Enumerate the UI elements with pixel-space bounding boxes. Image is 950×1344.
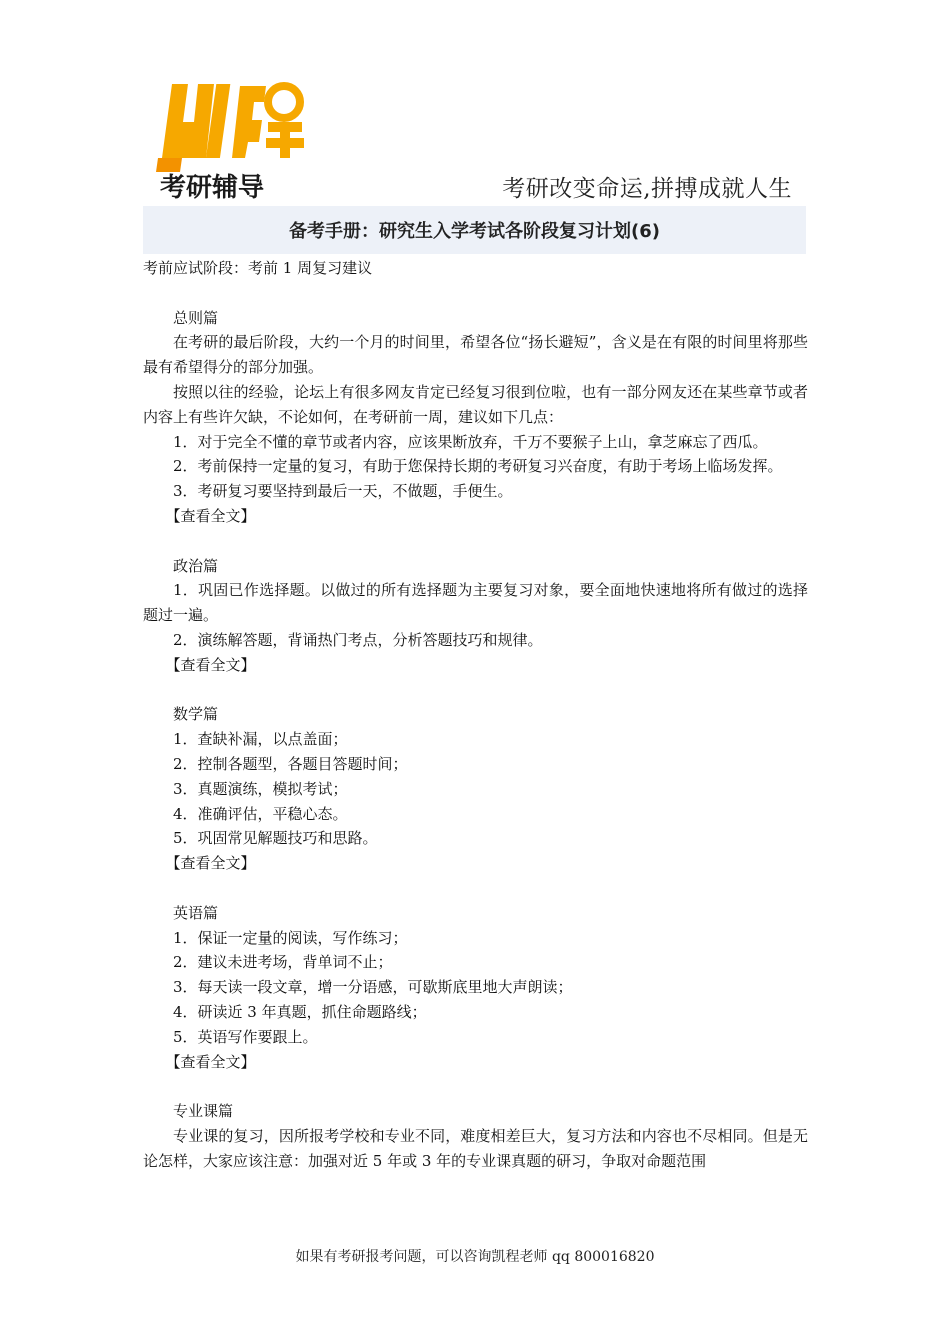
document-title [143,206,806,254]
major-paragraph-1: 专业课的复习，因所报考学校和专业不同，难度相差巨大，复习方法和内容也不尽相同。但是无论怎样，大家应该注意：加强对近 5 年或 3 年的专业课真题的研习，争取对命题范围 [143,1126,808,1170]
section-heading-politics: 政治篇 [173,556,219,575]
section-heading-english: 英语篇 [173,903,219,922]
politics-paragraph-1: 1．巩固已作选择题。以做过的所有选择题为主要复习对象，要全面地快速地将所有做过的选择题过一遍。 [143,581,808,625]
english-list-item: 4．研读近 3 年真题，抓住命题路线； [173,1002,427,1021]
section-heading-general: 总则篇 [173,308,219,327]
section-heading-math: 数学篇 [173,705,219,724]
english-list-item: 5．英语写作要跟上。 [173,1027,318,1046]
general-paragraph-3: 1．对于完全不懂的章节或者内容，应该果断放弃，千万不要猴子上山，拿芝麻忘了西瓜。 [173,432,768,451]
page-footer: 如果有考研报考问题，可以咨询凯程老师 qq 800016820 [295,1249,655,1265]
math-list-item: 1．查缺补漏，以点盖面； [173,730,348,749]
math-list-item: 4．准确评估，平稳心态。 [173,804,348,823]
english-list-item: 3．每天读一段文章，增一分语感，可歇斯底里地大声朗读； [173,978,573,997]
general-paragraph-1: 在考研的最后阶段，大约一个月的时间里，希望各位“扬长避短”，含义是在有限的时间里将那些最有希望得分的部分加强。 [143,333,808,377]
math-list-item: 3．真题演练，模拟考试； [173,779,348,798]
math-read-more-link[interactable]: 【查看全文】 [165,854,256,873]
logo-graphic [148,72,308,202]
general-paragraph-5: 3．考研复习要坚持到最后一天，不做题，手便生。 [173,482,513,501]
kaicheng-logo [148,72,308,202]
logo-subtitle: 考研辅导 [160,173,265,202]
politics-paragraph-2: 2．演练解答题，背诵热门考点，分析答题技巧和规律。 [173,630,543,649]
english-list-item: 2．建议未进考场，背单词不止； [173,953,393,972]
general-paragraph-2: 按照以往的经验，论坛上有很多网友肯定已经复习很到位啦，也有一部分网友还在某些章节或者内容上有些许欠缺，不论如何，在考研前一周，建议如下几点： [143,382,808,426]
intro-line: 考前应试阶段：考前 1 周复习建议 [143,259,373,277]
document-title-text: 备考手册：研究生入学考试各阶段复习计划(6) [289,221,660,242]
math-list-item: 5．巩固常见解题技巧和思路。 [173,829,378,848]
general-read-more-link[interactable]: 【查看全文】 [165,506,256,525]
slogan: 考研改变命运,拼搏成就人生 [502,176,792,202]
document-body [143,256,808,1173]
math-list-item: 2．控制各题型，各题目答题时间； [173,754,408,773]
section-heading-major: 专业课篇 [173,1102,234,1121]
general-paragraph-4: 2．考前保持一定量的复习，有助于您保持长期的考研复习兴奋度，有助于考场上临场发挥。 [173,457,783,476]
english-read-more-link[interactable]: 【查看全文】 [165,1052,256,1071]
politics-read-more-link[interactable]: 【查看全文】 [165,655,256,674]
english-list-item: 1．保证一定量的阅读，写作练习； [173,928,408,947]
